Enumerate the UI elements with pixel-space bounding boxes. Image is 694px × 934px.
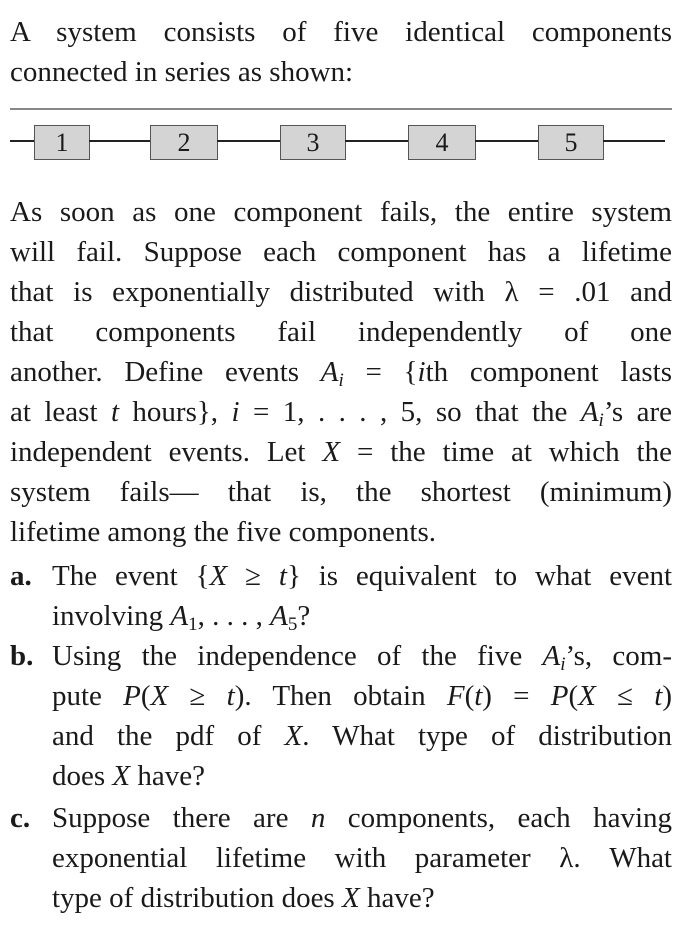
- para-line-5: another. Define events $A_i = \{ith$ component lasts: [10, 356, 673, 391]
- para-line-3: that is exponentially distributed with λ = .01 and: [10, 276, 672, 308]
- para-line-7: independent events. Let X = the time at which the: [10, 436, 672, 468]
- wire-out: [603, 140, 665, 142]
- wire-in: [10, 140, 34, 142]
- component-box-5: 5: [538, 125, 604, 160]
- wire-1-2: [89, 140, 150, 142]
- question-b-line-3: and the pdf of X. What type of distribution: [52, 720, 672, 752]
- question-b-line-4: does X have?: [52, 760, 206, 792]
- wire-4-5: [475, 140, 538, 142]
- para-line-9: lifetime among the five components.: [10, 516, 437, 548]
- wire-2-3: [217, 140, 280, 142]
- question-a-line-2: involving $A_1$, . . . , $A_5$?: [52, 600, 311, 635]
- component-box-2: 2: [150, 125, 218, 160]
- wire-3-4: [345, 140, 408, 142]
- component-box-1: 1: [34, 125, 90, 160]
- para-line-1: As soon as one component fails, the entire system: [10, 196, 672, 228]
- para-line-8: system fails— that is, the shortest (minimum): [10, 476, 672, 508]
- series-diagram: [0, 118, 694, 168]
- question-c-line-2: exponential lifetime with parameter λ. What: [52, 842, 672, 874]
- para-line-2: will fail. Suppose each component has a lifetime: [10, 236, 672, 268]
- component-box-4: 4: [408, 125, 476, 160]
- question-c-label: c.: [10, 802, 31, 834]
- intro-line-1: A system consists of five identical components: [10, 16, 672, 48]
- question-b-line-2: pute P(X ≥ t). Then obtain F(t) = P(X ≤ t): [52, 680, 672, 712]
- divider: [10, 108, 672, 110]
- question-b-line-1: Using the independence of the five $A_i’s$, com-: [52, 640, 672, 675]
- question-b-label: b.: [10, 640, 34, 672]
- question-a-line-1: The event {X ≥ t} is equivalent to what event: [52, 560, 673, 592]
- para-line-4: that components fail independently of one: [10, 316, 672, 348]
- question-a-label: a.: [10, 560, 32, 592]
- para-line-6: at least t hours}, i = 1, . . . , 5, so that the $A_i’s$ are: [10, 396, 672, 431]
- question-c-line-3: type of distribution does X have?: [52, 882, 435, 914]
- intro-line-2: connected in series as shown:: [10, 56, 354, 88]
- question-c-line-1: Suppose there are n components, each having: [52, 802, 672, 834]
- component-box-3: 3: [280, 125, 346, 160]
